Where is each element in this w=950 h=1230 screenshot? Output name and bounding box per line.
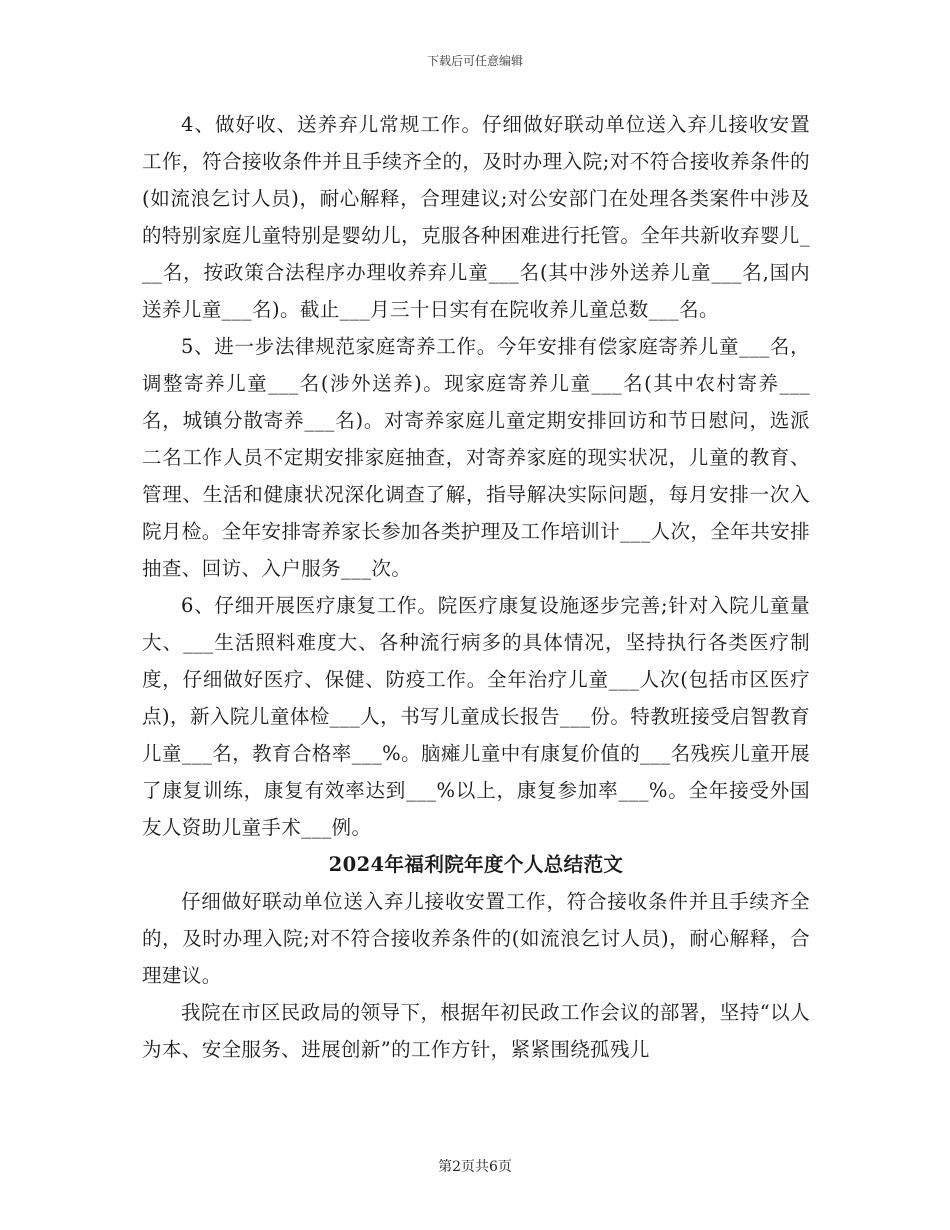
paragraph-4: 4、做好收、送养弃儿常规工作。仔细做好联动单位送入弃儿接收安置工作，符合接收条件并且手续齐全的，及时办理入院;对不符合接收养条件的(如流浪乞讨人员)，耐心解释，合理建议;对公安部门在处理各类案件中涉及的特别家庭儿童特别是婴幼儿，克服各种困难进行托管。全年共新收弃婴儿___名，按政策合法程序办理收养弃儿童___名(其中涉外送养儿童___名,国内送养儿童___名)。截止___月三十日实有在院收养儿童总数___名。 xyxy=(142,113,810,321)
section-title: 2024年福利院年度个人总结范文 xyxy=(328,853,624,876)
document-body xyxy=(142,106,810,1068)
paragraph-5: 5、进一步法律规范家庭寄养工作。今年安排有偿家庭寄养儿童___名，调整寄养儿童___名(涉外送养)。现家庭寄养儿童___名(其中农村寄养___名，城镇分散寄养___名)。对寄养家庭儿童定期安排回访和节日慰问，选派二名工作人员不定期安排家庭抽查，对寄养家庭的现实状况，儿童的教育、管理、生活和健康状况深化调查了解，指导解决实际问题，每月安排一次入院月检。全年安排寄养家长参加各类护理及工作培训计___人次，全年共安排抽查、回访、入户服务___次。 xyxy=(142,335,810,580)
page-header: 下载后可任意编辑 xyxy=(426,54,523,68)
page-number: 第2页共6页 xyxy=(438,1159,512,1175)
paragraph-7: 仔细做好联动单位送入弃儿接收安置工作，符合接收条件并且手续齐全的，及时办理入院;对不符合接收养条件的(如流浪乞讨人员)，耐心解释，合理建议。 xyxy=(142,890,810,987)
paragraph-6: 6、仔细开展医疗康复工作。院医疗康复设施逐步完善;针对入院儿童量大、___生活照料难度大、各种流行病多的具体情况，坚持执行各类医疗制度，仔细做好医疗、保健、防疫工作。全年治疗儿童___人次(包括市区医疗点)，新入院儿童体检___人，书写儿童成长报告___份。特教班接受启智教育儿童___名，教育合格率___%。脑瘫儿童中有康复价值的___名残疾儿童开展了康复训练，康复有效率达到___%以上，康复参加率___%。全年接受外国友人资助儿童手术___例。 xyxy=(142,594,810,839)
paragraph-8: 我院在市区民政局的领导下，根据年初民政工作会议的部署，坚持“以人为本、安全服务、进展创新”的工作方针，紧紧围绕孤残儿 xyxy=(142,1001,810,1061)
